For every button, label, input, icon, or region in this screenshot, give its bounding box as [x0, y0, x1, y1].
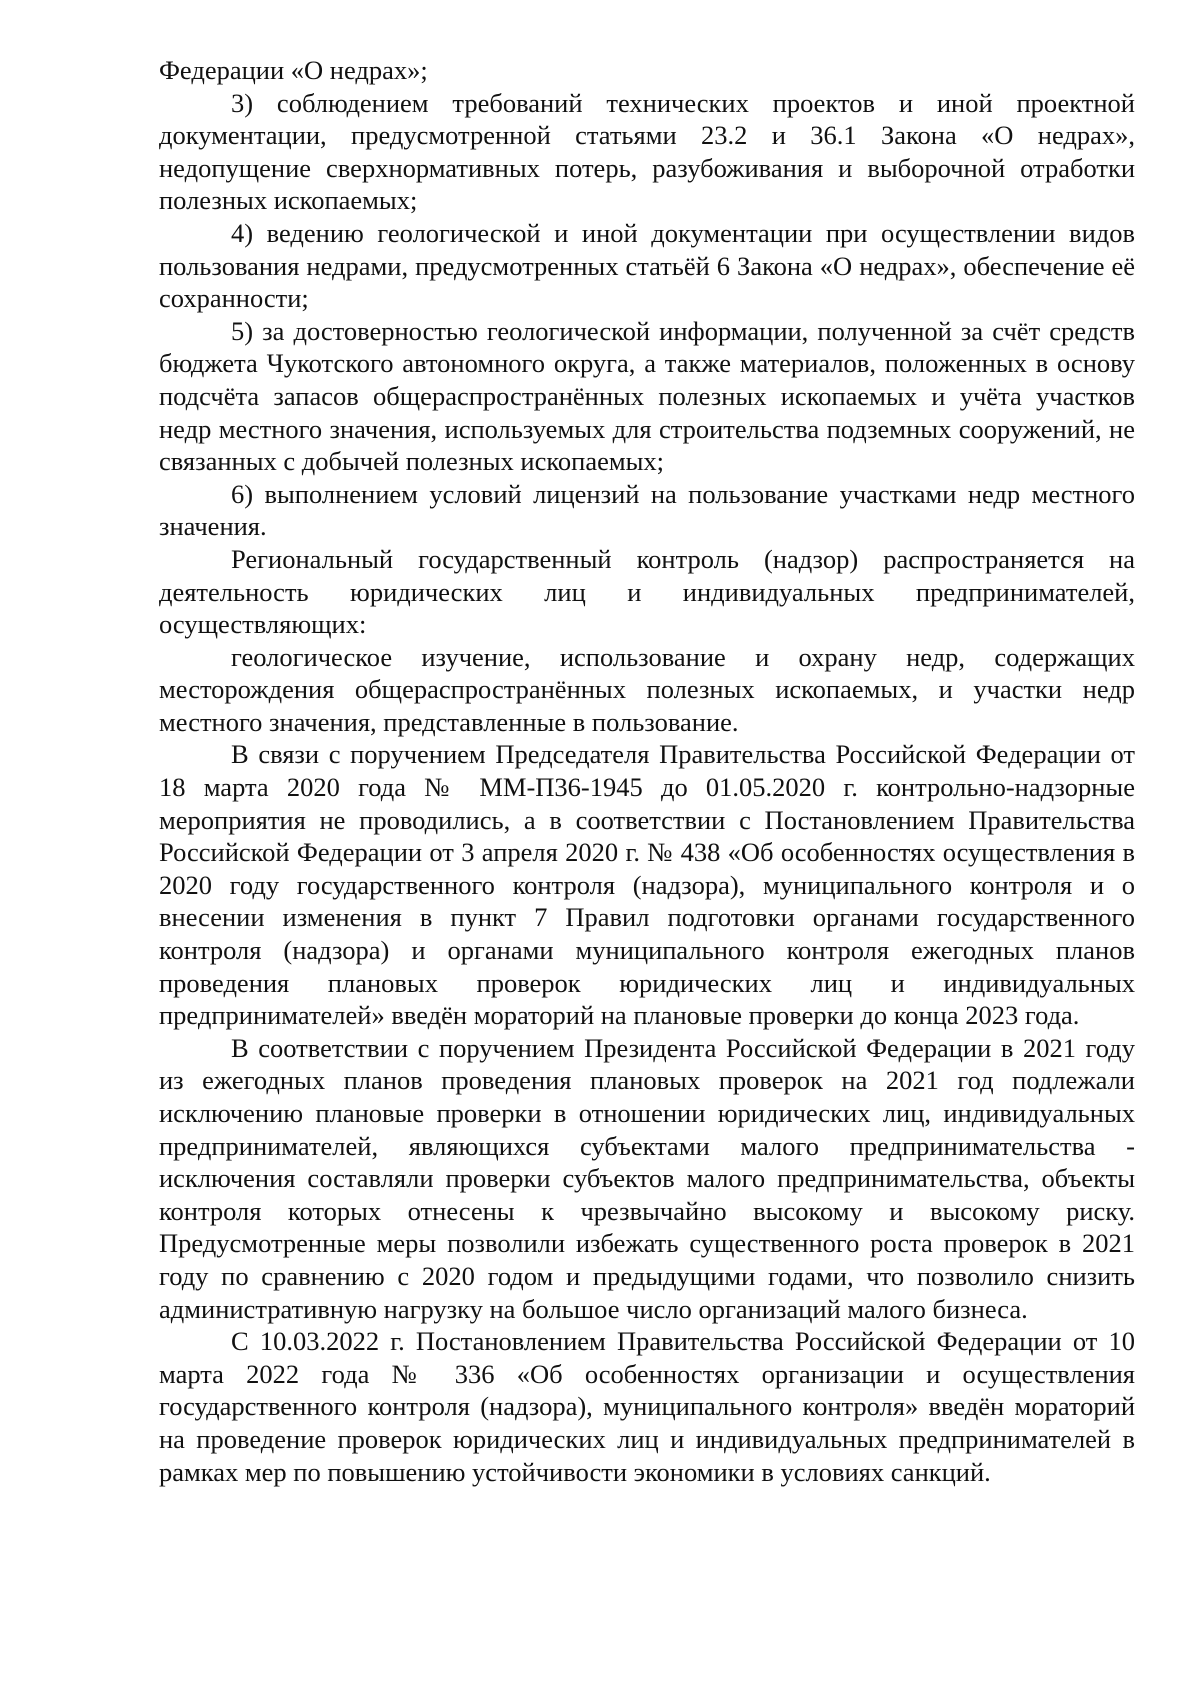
- paragraph-moratorium-2020: В связи с поручением Председателя Правительства Российской Федерации от 18 марта 2020 года № ММ-П36-1945 до 01.05.2020 г. контрольно-надзорные мероприятия не проводились, а в соответствии с Постановлением Правительства Российской Федерации от 3 апреля 2020 г. № 438 «Об особенностях осуществления в 2020 году государственного контроля (надзора), муниципального контроля и о внесении изменения в пункт 7 Правил подготовки органами государственного контроля (надзора) и органами муниципального контроля ежегодных планов проведения плановых проверок юридических лиц и индивидуальных предпринимателей» введён мораторий на плановые проверки до конца 2023 года.: [159, 739, 1135, 1031]
- paragraph-continuation: Федерации «О недрах»;: [159, 55, 428, 85]
- paragraph-scope: Региональный государственный контроль (надзор) распространяется на деятельность юридических лиц и индивидуальных предпринимателей, осуществляющих:: [159, 543, 1135, 640]
- paragraph-president-instruction-2021: В соответствии с поручением Президента Российской Федерации в 2021 году из ежегодных планов проведения плановых проверок на 2021 год подлежали исключению плановые проверки в отношении юридических лиц, индивидуальных предпринимателей, являющихся субъектами малого предпринимательства - исключения составляли проверки субъектов малого предпринимательства, объекты контроля которых отнесены к чрезвычайно высокому и высокому риску. Предусмотренные меры позволили избежать существенного роста проверок в 2021 году по сравнению с 2020 годом и предыдущими годами, что позволило снизить административную нагрузку на большое число организаций малого бизнеса.: [159, 1032, 1135, 1324]
- paragraph-item-4: 4) ведению геологической и иной документации при осуществлении видов пользования недрами, предусмотренных статьёй 6 Закона «О недрах», обеспечение её сохранности;: [159, 217, 1135, 314]
- paragraph-item-5: 5) за достоверностью геологической информации, полученной за счёт средств бюджета Чукотского автономного округа, а также материалов, положенных в основу подсчёта запасов общераспространённых полезных ископаемых и учёта участков недр местного значения, используемых для строительства подземных сооружений, не связанных с добычей полезных ископаемых;: [159, 315, 1135, 477]
- document-page: [159, 54, 1135, 1488]
- paragraph-item-6: 6) выполнением условий лицензий на пользование участками недр местного значения.: [159, 478, 1135, 542]
- paragraph-scope-activity: геологическое изучение, использование и охрану недр, содержащих месторождения общераспространённых полезных ископаемых, и участки недр местного значения, представленные в пользование.: [159, 641, 1135, 737]
- paragraph-moratorium-2022: С 10.03.2022 г. Постановлением Правительства Российской Федерации от 10 марта 2022 года № 336 «Об особенностях организации и осуществления государственного контроля (надзора), муниципального контроля» введён мораторий на проведение проверок юридических лиц и индивидуальных предпринимателей в рамках мер по повышению устойчивости экономики в условиях санкций.: [159, 1326, 1135, 1487]
- paragraph-item-3: 3) соблюдением требований технических проектов и иной проектной документации, предусмотренной статьями 23.2 и 36.1 Закона «О недрах», недопущение сверхнормативных потерь, разубоживания и выборочной отработки полезных ископаемых;: [159, 87, 1135, 216]
